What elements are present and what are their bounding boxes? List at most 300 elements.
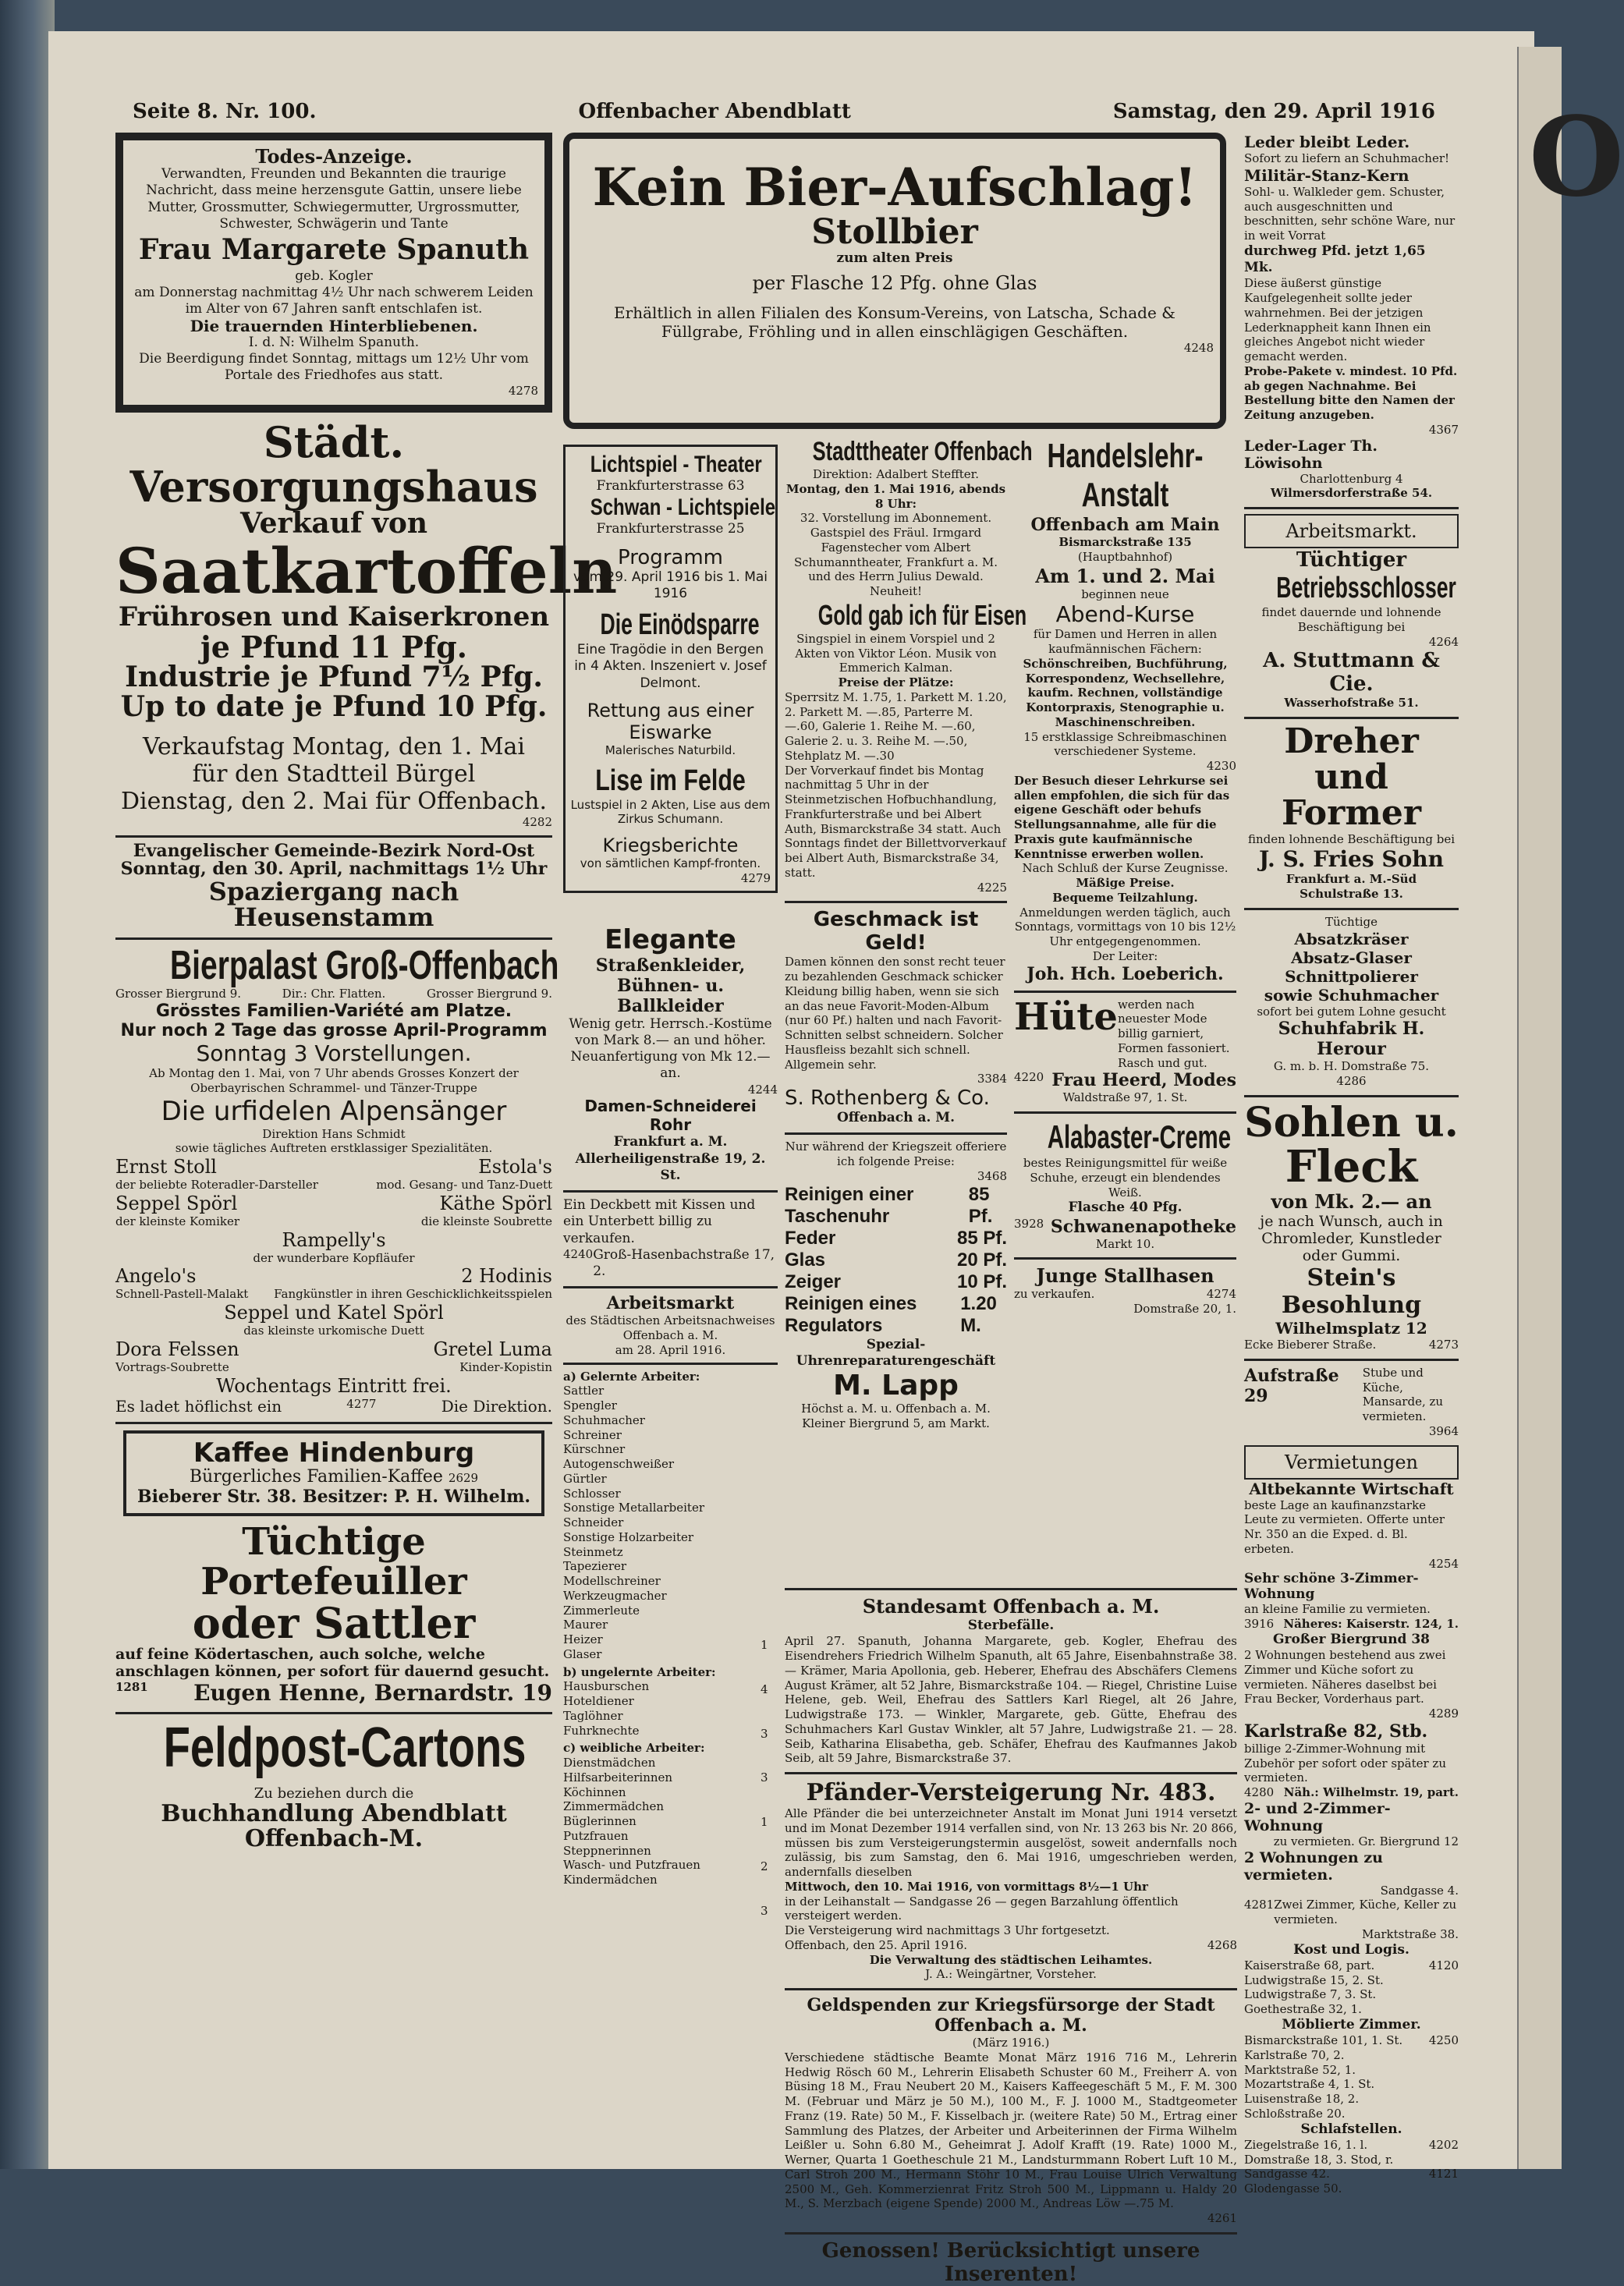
elegante-title: Elegante (605, 923, 736, 955)
todes-born: geb. Kogler (295, 268, 373, 284)
alabaster-ad (1014, 1118, 1236, 1251)
bierpalast-acts-desc-2 (115, 1214, 552, 1229)
act-name: Seppel und Katel Spörl (224, 1302, 444, 1324)
militaer-price: durchweg Pfd. jetzt 1,65 Mk. (1244, 243, 1426, 275)
bierpalast-footer (115, 1397, 552, 1416)
job-item: sowie Schuhmacher (1264, 985, 1439, 1005)
former-l1: finden lohnende Beschäftigung bei (1247, 831, 1456, 846)
stadttheater-l4: Singspiel in einem Vorspiel und 2 Akten von Viktor Léon. Musik von Emmerich Kalman. (795, 631, 997, 675)
handelslehr-city: Offenbach am Main (1030, 515, 1220, 535)
bierpalast-title: Bierpalast Groß-Offenbach (170, 942, 559, 988)
sohlen-l2: je nach Wunsch, auch in Chromleder, Kunstleder oder Gummi. (1260, 1213, 1443, 1265)
divider (115, 1422, 552, 1424)
lapp-intro: Nur während der Kriegszeit offeriere ich folgende Preise: (785, 1139, 1007, 1168)
list-item: Kindermädchen (563, 1873, 658, 1887)
stadttheater-date: Montag, den 1. Mai 1916, abends 8 Uhr: (785, 481, 1006, 511)
lichtspiel-film3d: Lustspiel in 2 Akten, Lise aus dem Zirkus Schumann. (570, 797, 771, 827)
arbeitsmarkt-mid-l2: am 28. April 1916. (615, 1342, 726, 1357)
lapp-price-row (785, 1228, 1007, 1249)
leder-ad (1244, 133, 1459, 501)
lichtspiel-film3: Lise im Felde (595, 764, 746, 797)
act-name: Gretel Luma (433, 1338, 552, 1360)
arbeitsmarkt-list-gelernte (563, 1384, 778, 1661)
act-desc: das kleinste urkomische Duett (243, 1324, 424, 1338)
stallhasen-footer (1014, 1287, 1236, 1302)
list-item: Schneider (563, 1515, 624, 1529)
bierpalast-acts-desc-1 (115, 1178, 552, 1193)
list-item: Fuhrknechte (563, 1723, 640, 1738)
handelslehr-addr2: (Hauptbahnhof) (1077, 549, 1173, 564)
betriebs-firm: A. Stuttmann & Cie. (1263, 649, 1440, 696)
todes-text: Verwandten, Freunden und Bekannten die traurige Nachricht, dass meine herzensgute Gattin, unsere liebe Mutter, Grossmutter, Schwiegermutter, Urgrossmutter, Schwester, Schwägerin und Tante (146, 166, 522, 232)
list-item: Taglöhner (563, 1708, 623, 1723)
address-num: 4250 (1428, 2033, 1459, 2048)
act-name: Dora Felssen (115, 1338, 239, 1360)
stadttheater-num: 4225 (977, 880, 1007, 895)
address: Sandgasse 42. (1244, 2167, 1330, 2181)
address-num: 4202 (1428, 2137, 1459, 2152)
zwei-l1: zu vermieten. Gr. Biergrund 12 (1273, 1834, 1459, 1848)
bierpalast-ad (115, 942, 559, 1416)
lapp-item-name: Zeiger (785, 1271, 842, 1292)
dreher-firm-b: Schulstraße 13. (1300, 887, 1403, 902)
list-item: Spengler (563, 1398, 617, 1412)
versorgung-l6: Industrie je Pfund 7½ Pfg. (125, 660, 543, 693)
bierpalast-acts-row-3 (115, 1265, 552, 1287)
handelslehr-l4: 15 erstklassige Schreibmaschinen verschiedener Systeme. (1023, 729, 1227, 759)
steins-title: Stein's Besohlung (1281, 1264, 1422, 1320)
steins-num: 4273 (1428, 1338, 1459, 1352)
dreher-ad (1244, 721, 1459, 902)
bier-price: per Flasche 12 Pfg. ohne Glas (752, 271, 1037, 294)
karl-title: Karlstraße 82, Stb. (1244, 1721, 1428, 1742)
act-desc: der wunderbare Kopfläufer (253, 1250, 415, 1265)
divider (1244, 1359, 1459, 1361)
sohlen-ad (1244, 1098, 1459, 1352)
portefeuiller-footer (115, 1680, 552, 1706)
schlaf-heading: Schlafstellen. (1300, 2121, 1402, 2137)
lichtspiel-date: vom 29. April 1916 bis 1. Mai 1916 (573, 569, 768, 601)
address-row (1244, 2167, 1459, 2181)
vermietungen-list (1244, 1480, 1459, 2196)
lichtspiel-film4: Kriegsberichte (602, 835, 739, 856)
lichtspiel-film1: Die Einödsparre (600, 608, 760, 641)
alabaster-text: bestes Reinigungsmittel für weiße Schuhe, erzeugt ein blendendes Weiß. (1023, 1156, 1228, 1200)
job-item: Schnittpolierer (1285, 966, 1418, 986)
act-desc: mod. Gesang- und Tanz-Duett (376, 1178, 552, 1193)
address: Glodengasse 50. (1244, 2181, 1342, 2196)
elegante-l5: Frankfurt a. M. (613, 1134, 728, 1150)
lapp-item-price: 20 Pf. (956, 1249, 1007, 1271)
pfaender-city: Offenbach, den 25. April 1916. (785, 1937, 968, 1952)
lichtspiel-film1d: Eine Tragödie in den Bergen in 4 Akten. Inszeniert v. Josef Delmont. (574, 642, 767, 691)
alabaster-title: Alabaster-Creme (1047, 1118, 1232, 1155)
lapp-item-price: 85 Pf. (956, 1227, 1007, 1249)
schuh-job-list (1244, 930, 1459, 1005)
todes-title: Todes-Anzeige. (255, 145, 413, 168)
handelslehr-ad (1014, 437, 1236, 984)
schoene-title: Sehr schöne 3-Zimmer-Wohnung (1244, 1571, 1419, 1603)
huete-addr: Waldstraße 97, 1. St. (1062, 1090, 1188, 1105)
address-row (1244, 1958, 1459, 1973)
fleck-title: Fleck (1285, 1141, 1418, 1193)
lapp-item-name: Reinigen einer Taschenuhr (785, 1183, 914, 1227)
bierpalast-l7: sowie tägliches Auftreten erstklassiger Spezialitäten. (175, 1141, 493, 1156)
lapp-item-price: 85 Pf. (968, 1183, 993, 1227)
schuh-firm: Schuhfabrik H. Herour (1278, 1019, 1425, 1060)
address-num: 4120 (1428, 1958, 1459, 1972)
todes-anzeige (115, 133, 552, 413)
act-desc: Vortrags-Soubrette (115, 1359, 229, 1374)
kaffee-num: 2629 (448, 1471, 479, 1486)
lichtspiel-film2d: Malerisches Naturbild. (605, 743, 736, 757)
bierpalast-addr-right: Grosser Biergrund 9. (426, 987, 552, 1001)
arbeitsmarkt-heading: Arbeitsmarkt. (1244, 514, 1459, 548)
bier-title: Kein Bier-Aufschlag! (592, 157, 1197, 218)
act-desc: Fangkünstler in ihren Geschicklichkeitsspielen (274, 1287, 552, 1302)
bierpalast-l10: Die Direktion. (441, 1396, 552, 1416)
geldspenden-num: 4261 (1207, 2211, 1237, 2225)
sohlen-l1: von Mk. 2.— an (1271, 1190, 1432, 1214)
bierpalast-l5: Die urfidelen Alpensänger (161, 1095, 507, 1127)
wohnungen-title: 2 Wohnungen zu vermieten. (1244, 1848, 1383, 1884)
divider (1014, 991, 1236, 993)
divider (1244, 1095, 1459, 1097)
list-item: Hilfsarbeiterinnen (563, 1770, 673, 1784)
arbeitsmarkt-mid-h2: b) ungelernte Arbeiter: (563, 1664, 716, 1679)
militaer-l2: Diese äußerst günstige Kaufgelegenheit sollte jeder wahrnehmen. Bei der jetzigen Lederknappheit kann Ihnen ein gleiches Angebot nicht wieder gemacht werden. (1244, 276, 1431, 363)
arbeitsmarkt-count: 3 (761, 1726, 768, 1741)
portefeuiller-num: 1281 (115, 1679, 148, 1694)
list-item: Sattler (563, 1384, 605, 1398)
schuh-num: 4286 (1336, 1074, 1367, 1089)
dreher-firm: J. S. Fries Sohn (1258, 846, 1444, 873)
militaer-title: Militär-Stanz-Kern (1244, 165, 1409, 185)
stadttheater-l3: Neuheit! (869, 584, 923, 598)
address: Ziegelstraße 16, 1. l. (1244, 2137, 1368, 2152)
todes-died: am Donnerstag nachmittag 4½ Uhr nach schwerem Leiden im Alter von 67 Jahren sanft entschlafen ist. (134, 285, 534, 317)
grosser-num: 4289 (1428, 1707, 1459, 1721)
elegante-num: 4244 (747, 1082, 778, 1097)
betriebs-l1: findet dauernde und lohnende Beschäftigung bei (1261, 605, 1441, 634)
handelslehr-kurse: Abend-Kurse (1055, 601, 1195, 628)
schlaf-list (1244, 2138, 1459, 2196)
pfaender-sig2: J. A.: Weingärtner, Vorsteher. (925, 1967, 1097, 1982)
lapp-price-list (785, 1184, 1007, 1337)
lapp-price-row (785, 1184, 1007, 1228)
arbeitsmarkt-mid-h3: c) weibliche Arbeiter: (563, 1741, 705, 1756)
markt-addr: Marktstraße 38. (1362, 1926, 1459, 1941)
act-desc: der beliebte Roteradler-Darsteller (115, 1178, 318, 1193)
alabaster-num: 3928 (1014, 1216, 1044, 1231)
act-desc: der kleinste Komiker (115, 1214, 240, 1228)
handelslehr-t1: Handelslehr- (1047, 437, 1204, 475)
huete-footer (1014, 1070, 1236, 1090)
altbekannte-num: 4254 (1428, 1556, 1459, 1571)
schuhfabrik-ad (1244, 915, 1459, 1089)
address: Luisenstraße 18, 2. (1244, 2092, 1360, 2107)
lapp-item-price: 1.20 M. (960, 1292, 997, 1336)
arbeitsmarkt-num-column (761, 1638, 780, 1948)
lichtspiel-prog: Programm (617, 545, 724, 569)
geschmack-title: Geschmack ist Geld! (813, 908, 979, 955)
address: Goethestraße 32, 1. (1244, 2002, 1362, 2017)
evangel-l1: Evangelischer Gemeinde-Bezirk Nord-Ost (133, 841, 535, 862)
bier-text: Erhältlich in allen Filialen des Konsum-Vereins, von Latscha, Schade & Füllgrabe, Fröhling und in allen einschlägigen Geschäften. (614, 303, 1175, 341)
arbeitsmarkt-count: 3 (761, 1770, 768, 1785)
huete-row (1014, 994, 1236, 1071)
address-row (1244, 1973, 1459, 1988)
address-row (1244, 2153, 1459, 2167)
versorgung-l2: Verkauf von (239, 506, 428, 540)
stadttheater-l6: Sperrsitz M. 1.75, 1. Parkett M. 1.20, 2. Parkett M. —.85, Parterre M. —.60, Galerie 1. Reihe M. —.60, Galerie 2. u. 3. Reihe M. —.50, Stehplatz M. —.30 (785, 689, 1007, 763)
arbeitsmarkt-mid (563, 1293, 778, 1887)
bier-num: 4248 (1183, 340, 1214, 355)
evangel-l2: Sonntag, den 30. April, nachmittags 1½ Uhr (120, 859, 548, 880)
lapp-num: 3468 (977, 1168, 1007, 1183)
betriebs-tuechtiger: Tüchtiger (1296, 548, 1407, 572)
handelslehr-l8: Bequeme Teilzahlung. (1052, 890, 1198, 905)
column-4 (1014, 437, 1236, 1323)
huete-title: Hüte (1014, 994, 1118, 1039)
arbeitsmarkt-list-ungelernte (563, 1679, 778, 1738)
feldpost-l1: Zu beziehen durch die (254, 1785, 414, 1802)
auf-title: Aufstraße 29 (1244, 1365, 1339, 1406)
list-item: Werkzeugmacher (563, 1588, 667, 1603)
address-row (1244, 2048, 1459, 2063)
vermietungen-heading: Vermietungen (1244, 1445, 1459, 1480)
column-5 (1244, 133, 1459, 2203)
schuh-tuechtige: Tüchtige (1324, 914, 1378, 929)
lapp-price-row (785, 1293, 1007, 1337)
pfaender-text2: in der Leihanstalt — Sandgasse 26 — gegen Barzahlung öffentlich versteigert werden. (785, 1894, 1179, 1923)
address-row (1244, 2033, 1459, 2048)
pfaender-title: Pfänder-Versteigerung Nr. 483. (806, 1779, 1216, 1806)
lapp-price-row (785, 1249, 1007, 1271)
arbeitsmarkt-count: 2 (761, 1859, 768, 1873)
versorgung-l4: Frührosen und Kaiserkronen (118, 601, 550, 633)
auf-num: 3964 (1428, 1423, 1459, 1438)
lichtspiel-t1: Lichtspiel - Theater (590, 452, 762, 477)
bierpalast-l1: Grösstes Familien-Variété am Platze. (155, 1001, 512, 1022)
leder-l1: Sofort zu liefern an Schuhmacher! (1244, 151, 1450, 165)
bierpalast-l4: Ab Montag den 1. Mai, von 7 Uhr abends Grosses Konzert der Oberbayrischen Schrammel- und Tänzer-Truppe (149, 1066, 519, 1095)
lichtspiel-num: 4279 (740, 870, 771, 885)
todes-signed: I. d. N: Wilhelm Spanuth. (248, 334, 420, 350)
elegante-ad (563, 924, 778, 1185)
stadttheater-l1: 32. Vorstellung im Abonnement. (800, 511, 992, 526)
steins-a: Wilhelmsplatz 12 (1275, 1319, 1427, 1338)
alabaster-addr: Markt 10. (1095, 1236, 1155, 1251)
list-item: Steppnerinnen (563, 1843, 651, 1858)
elegante-l4: Damen-Schneiderei Rohr (584, 1097, 757, 1135)
altbekannte-l1: beste Lage an kaufinanzstarke Leute zu vermieten. Offerte unter Nr. 350 an die Exped. d. Bl. erbeten. (1244, 1497, 1445, 1556)
militaer-l3: Probe-Pakete v. mindest. 10 Pfd. ab gegen Nachnahme. Bei Bestellung bitte den Namen der Zeitung anzugeben. (1244, 363, 1458, 422)
list-item: Köchinnen (563, 1784, 626, 1799)
feldpost-ad (115, 1716, 552, 1852)
geschmack-firm: S. Rothenberg & Co. (785, 1086, 990, 1110)
altbekannte-title: Altbekannte Wirtschaft (1249, 1479, 1454, 1498)
list-item: Modellschreiner (563, 1574, 661, 1588)
address: Karlstraße 70, 2. (1244, 2047, 1345, 2062)
todes-name: Frau Margarete Spanuth (138, 233, 530, 267)
karl-l2: Näh.: Wilhelmstr. 19, part. (1283, 1785, 1459, 1800)
divider (1014, 1111, 1236, 1114)
divider (1244, 908, 1459, 910)
handelslehr-leiter: Joh. Hch. Loeberich. (1027, 963, 1224, 984)
address: Ludwigstraße 7, 3. St. (1244, 1987, 1377, 2002)
pfaender-footer (785, 1938, 1237, 1953)
kost-heading: Kost und Logis. (1293, 1941, 1409, 1958)
list-item: Hoteldiener (563, 1694, 634, 1708)
act-name: 2 Hodinis (461, 1265, 552, 1288)
schoene-num: 3916 (1244, 1617, 1275, 1632)
huete-firm: Frau Heerd, Modes (1051, 1070, 1236, 1091)
schoene-footer (1244, 1617, 1459, 1632)
list-item: Heizer (563, 1632, 603, 1646)
stallhasen-title: Junge Stallhasen (1036, 1264, 1214, 1288)
huete-ad (1014, 994, 1236, 1106)
betriebs-firm-a: Wasserhofstraße 51. (1284, 696, 1419, 711)
list-item: Schuhmacher (563, 1412, 645, 1427)
header-paper-name: Offenbacher Abendblatt (578, 100, 851, 123)
list-item: Glaser (563, 1646, 602, 1661)
divider (115, 1712, 552, 1714)
list-item: Zimmerleute (563, 1603, 640, 1618)
stadttheater-dir: Direktion: Adalbert Steffter. (813, 467, 979, 481)
divider (785, 1132, 1007, 1135)
list-item: Steinmetz (563, 1544, 623, 1559)
versorgungshaus-ad (115, 417, 618, 829)
list-item: Hausburschen (563, 1679, 650, 1694)
lapp-item-price: 10 Pf. (956, 1271, 1007, 1292)
geschmack-ad (785, 908, 1007, 1126)
versorgung-l8: Verkaufstag Montag, den 1. Mai (142, 732, 526, 760)
zwei-title: 2- und 2-Zimmer-Wohnung (1244, 1799, 1391, 1834)
act-desc: Kinder-Kopistin (459, 1359, 552, 1374)
handelslehr-l1: beginnen neue (1081, 587, 1169, 601)
columns-3-4-bottom (785, 1583, 1237, 2286)
list-item: Zimmermädchen (563, 1799, 665, 1814)
sohlen-title: Sohlen u. (1244, 1098, 1459, 1147)
feldpost-title: Feldpost-Cartons (163, 1716, 527, 1779)
arbeitsmarkt-list-weibliche (563, 1756, 778, 1887)
versorgung-l10: Dienstag, den 2. Mai für Offenbach. (120, 787, 548, 815)
lapp-price-row (785, 1271, 1007, 1293)
militaer-l1: Sohl- u. Walkleder gem. Schuster, auch ausgeschnitten und beschnitten, sehr schöne Ware, nur in weit Vorrat (1244, 184, 1456, 243)
job-item: Absatz-Glaser (1291, 948, 1412, 967)
stallhasen-l1: zu verkaufen. (1014, 1287, 1095, 1302)
page-header (133, 100, 1435, 131)
address-num: 4121 (1428, 2167, 1459, 2181)
stadttheater-title: Stadttheater Offenbach (812, 437, 1033, 466)
arbeitsmarkt-count: 1 (761, 1638, 768, 1652)
act-desc: Schnell-Pastell-Malakt (115, 1287, 249, 1302)
schoene-l2: Näheres: Kaiserstr. 124, 1. (1283, 1617, 1459, 1632)
steins-b: Ecke Bieberer Straße. (1244, 1338, 1377, 1352)
stadttheater-play: Gold gab ich für Eisen (817, 598, 1027, 631)
act-name: Estola's (478, 1156, 552, 1178)
handelslehr-num: 4230 (1206, 759, 1236, 773)
huete-num: 4220 (1014, 1070, 1044, 1085)
schoene-l1: an kleine Familie zu vermieten. (1244, 1602, 1431, 1617)
handelslehr-l5: Der Besuch dieser Lehrkurse sei allen empfohlen, die sich für das eigene Geschäft oder behufs Stellungsannahme, alle für die Praxis gute kaufmännische Kenntnisse erwerben wollen. (1014, 773, 1230, 861)
lapp-ad (785, 1139, 1007, 1430)
address-row (1244, 2181, 1459, 2196)
lichtspiel-ad (563, 445, 778, 893)
lichtspiel-film4d: von sämtlichen Kampf-fronten. (580, 856, 761, 870)
steins-footer (1244, 1338, 1459, 1352)
todes-mourners: Die trauernden Hinterbliebenen. (190, 316, 478, 335)
divider (785, 2232, 1237, 2235)
address: Domstraße 18, 3. Stod, r. (1244, 2152, 1394, 2167)
alabaster-footer (1014, 1217, 1236, 1237)
address-row (1244, 2002, 1459, 2017)
leder-title: Leder bleibt Leder. (1244, 133, 1410, 151)
list-item: Kürschner (563, 1442, 626, 1457)
portefeuiller-l4: Eugen Henne, Bernardstr. 19 (193, 1679, 552, 1706)
handelslehr-l7: Mäßige Preise. (1076, 876, 1175, 890)
handelslehr-l3: Schönschreiben, Buchführung, Korrespondenz, Wechsellehre, kaufm. Rechnen, vollständige Kontorpraxis, Stenographie u. Maschinenschreiben. (1023, 656, 1228, 729)
betriebs-num: 4264 (1428, 634, 1459, 649)
wohnungen-num: 4281 (1244, 1898, 1275, 1912)
address: Bismarckstraße 101, 1. St. (1244, 2033, 1403, 2048)
lapp-item-name: Glas (785, 1249, 826, 1271)
todes-funeral: Die Beerdigung findet Sonntag, mittags um 12½ Uhr vom Portale des Friedhofes aus statt. (139, 350, 529, 384)
book-binding (0, 0, 55, 2169)
geschmack-city: Offenbach a. M. (836, 1110, 956, 1125)
pfaender-text3: Die Versteigerung wird nachmittags 3 Uhr fortgesetzt. (785, 1923, 1110, 1937)
address-row (1244, 2063, 1459, 2078)
dreher-title: Dreher und (1284, 721, 1419, 798)
deckbett-num: 4240 (563, 1246, 594, 1261)
handelslehr-l6: Nach Schluß der Kurse Zeugnisse. (1022, 861, 1229, 876)
column-2 (563, 445, 778, 1894)
lapp-l1: Spezial-Uhrenreparaturengeschäft (796, 1336, 996, 1369)
lichtspiel-film2: Rettung aus einer Eiswarke (587, 699, 754, 743)
deckbett-footer (563, 1247, 778, 1281)
lapp-firm: M. Lapp (833, 1370, 959, 1402)
bierpalast-l8: Wochentags Eintritt frei. (216, 1374, 452, 1397)
bierpalast-acts-row-4 (115, 1338, 552, 1360)
leder-firm: Leder-Lager Th. Löwisohn (1244, 437, 1378, 472)
moebliert-list (1244, 2033, 1459, 2121)
deckbett-text: Ein Deckbett mit Kissen und ein Unterbett billig zu verkaufen. (563, 1197, 756, 1246)
bier-ad (563, 133, 1226, 437)
grosser-title: Großer Biergrund 38 (1272, 1631, 1431, 1647)
feldpost-l2: Buchhandlung Abendblatt Offenbach-M. (161, 1800, 507, 1852)
stallhasen-addr: Domstraße 20, 1. (1133, 1302, 1236, 1316)
arbeitsmarkt-count: 4 (761, 1682, 768, 1696)
moebliert-heading: Möblierte Zimmer. (1282, 2016, 1421, 2033)
bierpalast-acts-row-1 (115, 1156, 552, 1178)
bier-sub2: zum alten Preis (836, 250, 953, 267)
evangel-ad (115, 841, 552, 933)
leder-num: 4367 (1428, 422, 1459, 437)
divider (785, 901, 1007, 903)
schuh-firm-a: G. m. b. H. Domstraße 75. (1273, 1059, 1430, 1074)
zwei-zimmer: Zwei Zimmer, Küche, Keller zu vermieten. (1274, 1898, 1457, 1927)
elegante-l1: Straßenkleider, Bühnen- u. Ballkleider (595, 955, 746, 1016)
address: Kaiserstraße 68, part. (1244, 1958, 1375, 1972)
betriebs-title: Betriebsschlosser (1276, 572, 1456, 604)
list-item: Dienstmädchen (563, 1756, 656, 1770)
lichtspiel-a2: Frankfurterstrasse 25 (596, 521, 745, 537)
lapp-item-name: Reinigen eines Regulators (785, 1292, 917, 1336)
schuh-jobs-l1: sofort bei gutem Lohne gesucht (1257, 1004, 1446, 1019)
alabaster-firm: Schwanenapotheke (1050, 1216, 1236, 1237)
leder-firm-a: Charlottenburg 4 (1300, 471, 1403, 486)
